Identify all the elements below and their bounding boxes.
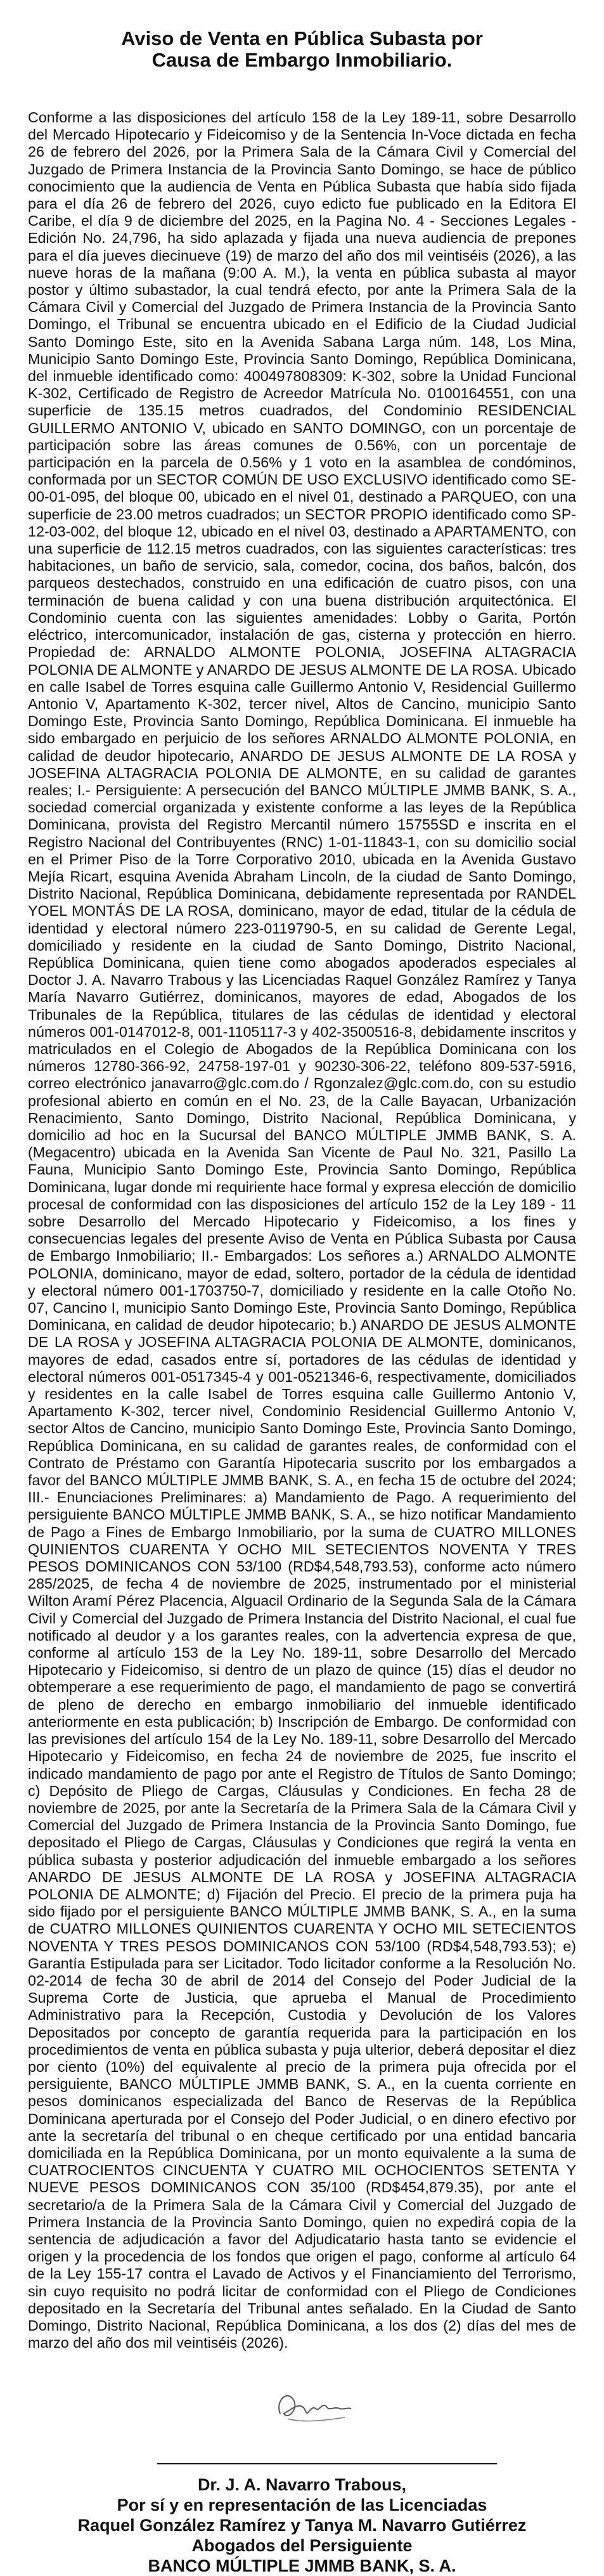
notice-title xyxy=(28,28,576,71)
signer-line-2: Por sí y en representación de las Licenciadas xyxy=(117,2495,487,2515)
handwritten-signature-icon xyxy=(269,2382,357,2433)
signer-line-3: Raquel González Ramírez y Tanya M. Navarro Gutiérrez xyxy=(77,2516,527,2535)
title-line-1: Aviso de Venta en Pública Subasta por xyxy=(121,27,483,49)
signer-name: Dr. J. A. Navarro Trabous, xyxy=(197,2475,407,2495)
signature-area xyxy=(28,2363,576,2471)
signature-block xyxy=(28,2475,576,2576)
title-line-2: Causa de Embargo Inmobiliario. xyxy=(151,49,453,71)
signature-line xyxy=(157,2463,497,2464)
signer-line-4: Abogados del Persiguiente xyxy=(191,2536,413,2556)
signer-line-5: BANCO MÚLTIPLE JMMB BANK, S. A. xyxy=(148,2556,456,2576)
notice-body: Conforme a las disposiciones del artículo 158 de la Ley 189-11, sobre Desarrollo del Mercado Hipotecario y Fideicomiso y de la Sentencia In-Voce dictada en fecha 26 de febrero del 2026, por la Primera Sala de la Cámara Civil y Comercial del Juzgado de Primera Instancia de la Provincia Santo Domingo, se hace de público conocimiento que la audiencia de Venta en Pública Subasta que había sido fijada para el día 26 de febrero del 2026, cuyo edicto fue publicado en la Editora El Caribe, el día 9 de diciembre del 2025, en la Pagina No. 4 - Secciones Legales - Edición No. 24,796, ha sido aplazada y fijada una nueva audiencia de prepones para el día jueves diecinueve (19) de marzo del año dos mil veintiséis (2026), a las nueve horas de la mañana (9:00 A. M.), la venta en pública subasta al mayor postor y último subastador, la cual tendrá efecto, por ante la Primera Sala de la Cámara Civil y Comercial del Juzgado de Primera Instancia de la Provincia Santo Domingo, el Tribunal se encuentra ubicado en el Edificio de la Ciudad Judicial Santo Domingo Este, sito en la Avenida Sabana Larga núm. 148, Los Mina, Municipio Santo Domingo Este, Provincia Santo Domingo, República Dominicana, del inmueble identificado como: 400497808309: K-302, sobre la Unidad Funcional K-302, Certificado de Registro de Acreedor Matrícula No. 0100164551, con una superficie de 135.15 metros cuadrados, del Condominio RESIDENCIAL GUILLERMO ANTONIO V, ubicado en SANTO DOMINGO, con un porcentaje de participación sobre las áreas comunes de 0.56%, con un porcentaje de participación en la parcela de 0.56% y 1 voto en la asamblea de condóminos, conformada por un SECTOR COMÚN DE USO EXCLUSIVO identificado como SE-00-01-095, del bloque 00, ubicado en el nivel 01, destinado a PARQUEO, con una superficie de 23.00 metros cuadrados; un SECTOR PROPIO identificado como SP-12-03-002, del bloque 12, ubicado en el nivel 03, destinado a APARTAMENTO, con una superficie de 112.15 metros cuadrados, con las siguientes características: tres habitaciones, un baño de servicio, sala, comedor, cocina, dos baños, balcón, dos parqueos destechados, construido en una edificación de cuatro pisos, con una terminación de buena calidad y con una buena distribución arquitectónica. El Condominio cuenta con las siguientes amenidades: Lobby o Garita, Portón eléctrico, intercomunicador, instalación de gas, cisterna y protección en hierro. Propiedad de: ARNALDO ALMONTE POLONIA, JOSEFINA ALTAGRACIA POLONIA DE ALMONTE y ANARDO DE JESUS ALMONTE DE LA ROSA. Ubicado en calle Isabel de Torres esquina calle Guillermo Antonio V, Residencial Guillermo Antonio V, Apartamento K-302, tercer nivel, Altos de Cancino, municipio Santo Domingo Este, Provincia Santo Domingo, República Dominicana. El inmueble ha sido embargado en perjuicio de los señores ARNALDO ALMONTE POLONIA, en calidad de deudor hipotecario, ANARDO DE JESUS ALMONTE DE LA ROSA y JOSEFINA ALTAGRACIA POLONIA DE ALMONTE, en su calidad de garantes reales; I.- Persiguiente: A persecución del BANCO MÚLTIPLE JMMB BANK, S. A., sociedad comercial organizada y existente conforme a las leyes de la República Dominicana, provista del Registro Mercantil número 15755SD e inscrita en el Registro Nacional del Contribuyentes (RNC) 1-01-11843-1, con su domicilio social en el Primer Piso de la Torre Corporativo 2010, ubicada en la Avenida Gustavo Mejía Ricart, esquina Avenida Abraham Lincoln, de la ciudad de Santo Domingo, Distrito Nacional, República Dominicana, debidamente representada por RANDEL YOEL MONTÁS DE LA ROSA, dominicano, mayor de edad, titular de la cédula de identidad y electoral número 223-0119790-5, en su calidad de Gerente Legal, domiciliado y residente en la ciudad de Santo Domingo, Distrito Nacional, República Dominicana, quien tiene como abogados apoderados especiales al Doctor J. A. Navarro Trabous y las Licenciadas Raquel González Ramírez y Tanya María Navarro Gutiérrez, dominicanos, mayores de edad, Abogados de los Tribunales de la República, titulares de las cédulas de identidad y electoral números 001-0147012-8, 001-1105117-3 y 402-3500516-8, debidamente inscritos y matriculados en el Colegio de Abogados de la República Dominicana con los números 12780-366-92, 24758-197-01 y 90230-306-22, teléfono 809-537-5916, correo electrónico janavarro@glc.com.do / Rgonzalez@glc.com.do, con su estudio profesional abierto en común en el No. 23, de la Calle Bayacan, Urbanización Renacimiento, Santo Domingo, Distrito Nacional, República Dominicana, y domicilio ad hoc en la Sucursal del BANCO MÚLTIPLE JMMB BANK, S. A. (Megacentro) ubicada en la Avenida San Vicente de Paul No. 321, Pasillo La Fauna, Municipio Santo Domingo Este, Provincia Santo Domingo, República Dominicana, lugar donde mi requiriente hace formal y expresa elección de domicilio procesal de conformidad con las disposiciones del artículo 152 de la Ley 189 - 11 sobre Desarrollo del Mercado Hipotecario y Fideicomiso, a los fines y consecuencias legales del presente Aviso de Venta en Pública Subasta por Causa de Embargo Inmobiliario; II.- Embargados: Los señores a.) ARNALDO ALMONTE POLONIA, dominicano, mayor de edad, soltero, portador de la cédula de identidad y electoral número 001-1703750-7, domiciliado y residente en la calle Otoño No. 07, Cancino I, municipio Santo Domingo Este, Provincia Santo Domingo, República Dominicana, en calidad de deudor hipotecario; b.) ANARDO DE JESUS ALMONTE DE LA ROSA y JOSEFINA ALTAGRACIA POLONIA DE ALMONTE, dominicanos, mayores de edad, casados entre sí, portadores de las cédulas de identidad y electoral números 001-0517345-4 y 001-0521346-6, respectivamente, domiciliados y residentes en la calle Isabel de Torres esquina calle Guillermo Antonio V, Apartamento K-302, tercer nivel, Condominio Residencial Guillermo Antonio V, sector Altos de Cancino, municipio Santo Domingo Este, Provincia Santo Domingo, República Dominicana, en su calidad de garantes reales, de conformidad con el Contrato de Préstamo con Garantía Hipotecaria suscrito por los embargados a favor del BANCO MÚLTIPLE JMMB BANK, S. A., en fecha 15 de octubre del 2024; III.- Enunciaciones Preliminares: a) Mandamiento de Pago. A requerimiento del persiguiente BANCO MÚLTIPLE JMMB BANK, S. A., se hizo notificar Mandamiento de Pago a Fines de Embargo Inmobiliario, por la suma de CUATRO MILLONES QUINIENTOS CUARENTA Y OCHO MIL SETECIENTOS NOVENTA Y TRES PESOS DOMINICANOS CON 53/100 (RD$4,548,793.53), conforme acto número 285/2025, de fecha 4 de noviembre de 2025, instrumentado por el ministerial Wilton Aramí Pérez Placencia, Alguacil Ordinario de la Segunda Sala de la Cámara Civil y Comercial del Juzgado de Primera Instancia del Distrito Nacional, el cual fue notificado al deudor y a los garantes reales, con la advertencia expresa de que, conforme al artículo 153 de la Ley No. 189-11, sobre Desarrollo del Mercado Hipotecario y Fideicomiso, si dentro de un plazo de quince (15) días el deudor no obtemperare a ese requerimiento de pago, el mandamiento de pago se convertirá de pleno de derecho en embargo inmobiliario del inmueble identificado anteriormente en esta publicación; b) Inscripción de Embargo. De conformidad con las previsiones del artículo 154 de la Ley No. 189-11, sobre Desarrollo del Mercado Hipotecario y Fideicomiso, en fecha 24 de noviembre de 2025, fue inscrito el indicado mandamiento de pago por ante el Registro de Títulos de Santo Domingo; c) Depósito de Pliego de Cargas, Cláusulas y Condiciones. En fecha 28 de noviembre de 2025, por ante la Secretaría de la Primera Sala de la Cámara Civil y Comercial del Juzgado de Primera Instancia de la Provincia Santo Domingo, fue depositado el Pliego de Cargas, Cláusulas y Condiciones que regirá la venta en pública subasta y posterior adjudicación del inmueble embargado a los señores ANARDO DE JESUS ALMONTE DE LA ROSA y JOSEFINA ALTAGRACIA POLONIA DE ALMONTE; d) Fijación del Precio. El precio de la primera puja ha sido fijado por el persiguiente BANCO MÚLTIPLE JMMB BANK, S. A., en la suma de CUATRO MILLONES QUINIENTOS CUARENTA Y OCHO MIL SETECIENTOS NOVENTA Y TRES PESOS DOMINICANOS CON 53/100 (RD$4,548,793.53); e) Garantía Estipulada para ser Licitador. Todo licitador conforme a la Resolución No. 02-2014 de fecha 30 de abril de 2014 del Consejo del Poder Judicial de la Suprema Corte de Justicia, que aprueba el Manual de Procedimiento Administrativo para la Recepción, Custodia y Devolución de los Valores Depositados por concepto de garantía requerida para la participación en los procedimientos de venta en pública subasta y puja ulterior, deberá depositar el diez por ciento (10%) del equivalente al precio de la primera puja ofrecida por el persiguiente, BANCO MÚLTIPLE JMMB BANK, S. A., en la cuenta corriente en pesos dominicanos especializada del Banco de Reservas de la República Dominicana aperturada por el Consejo del Poder Judicial, o en dinero efectivo por ante la secretaría del tribunal o en cheque certificado por una entidad bancaria domiciliada en la República Dominicana, por un monto equivalente a la suma de CUATROCIENTOS CINCUENTA Y CUATRO MIL OCHOCIENTOS SETENTA Y NUEVE PESOS DOMINICANOS CON 35/100 (RD$454,879.35), por ante el secretario/a de la Primera Sala de la Cámara Civil y Comercial del Juzgado de Primera Instancia de la Provincia Santo Domingo, quien no expedirá copia de la sentencia de adjudicación a favor del Adjudicatario hasta tanto se evidencie el origen y la procedencia de los fondos que origen el pago, conforme al artículo 64 de la Ley 155-17 contra el Lavado de Activos y el Financiamiento del Terrorismo, sin cuyo requisito no podrá licitar de conformidad con el Pliego de Condiciones depositado en la Secretaría del Tribunal antes señalado. En la Ciudad de Santo Domingo, Distrito Nacional, República Dominicana, a los dos (2) días del mes de marzo del año dos mil veintiséis (2026). xyxy=(28,109,576,2352)
